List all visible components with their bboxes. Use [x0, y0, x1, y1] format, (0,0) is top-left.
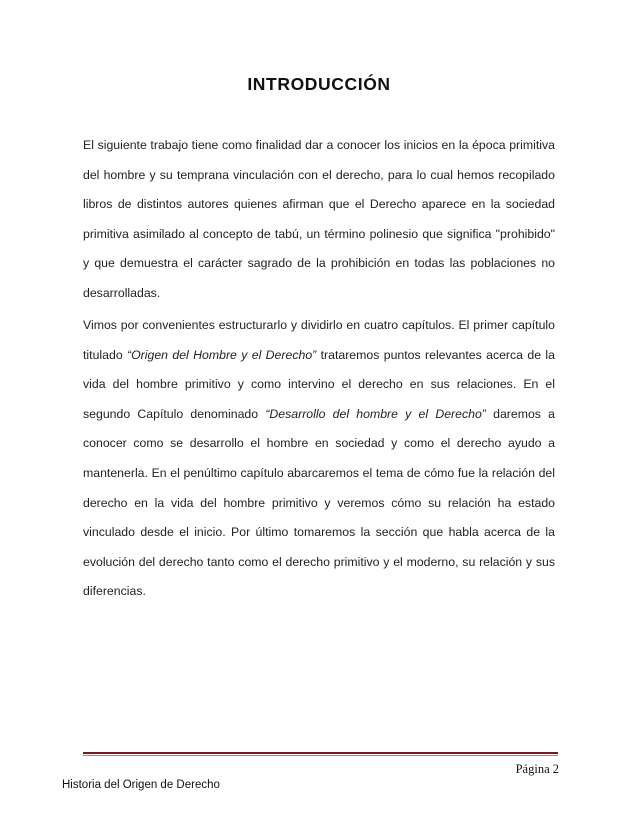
intro-paragraph-2 — [83, 311, 555, 607]
page-title: INTRODUCCIÓN — [247, 74, 391, 94]
page-number: Página 2 — [515, 762, 559, 776]
footer-document-title: Historia del Origen de Derecho — [62, 779, 220, 791]
paragraph-2-text-a: Vimos por convenientes estructurarlo y dividirlo en cuatro capítulos. El primer capítulo titulado — [83, 318, 555, 362]
chapter-2-title: “Desarrollo del hombre y el Derecho” — [265, 406, 486, 421]
paragraph-2-text-b: trataremos puntos relevantes acerca de la vida del hombre primitivo y como intervino el derecho en sus relaciones. En el segundo Capítulo denominado — [83, 347, 555, 421]
intro-paragraph-1: El siguiente trabajo tiene como finalidad dar a conocer los inicios en la época primitiva del hombre y su temprana vinculación con el derecho, para lo cual hemos recopilado libros de distintos autores quienes afirman que el Derecho aparece en la sociedad primitiva asimilado al concepto de tabú, un término polinesio que significa "prohibido" y que demuestra el carácter sagrado de la prohibición en todas las poblaciones no desarrolladas. — [83, 138, 555, 300]
paragraph-2-text-c: daremos a conocer como se desarrollo el hombre en sociedad y como el derecho ayudo a mantenerla. En el penúltimo capítulo abarcaremos el tema de cómo fue la relación del derecho en la vida del hombre primitivo y veremos cómo su relación ha estado vinculado desde el inicio. Por último tomaremos la sección que habla acerca de la evolución del derecho tanto como el derecho primitivo y el moderno, su relación y sus diferencias. — [83, 406, 556, 599]
chapter-1-title: “Origen del Hombre y el Derecho” — [127, 347, 317, 362]
footer-separator — [83, 752, 558, 754]
footer-separator-thin — [83, 755, 558, 756]
